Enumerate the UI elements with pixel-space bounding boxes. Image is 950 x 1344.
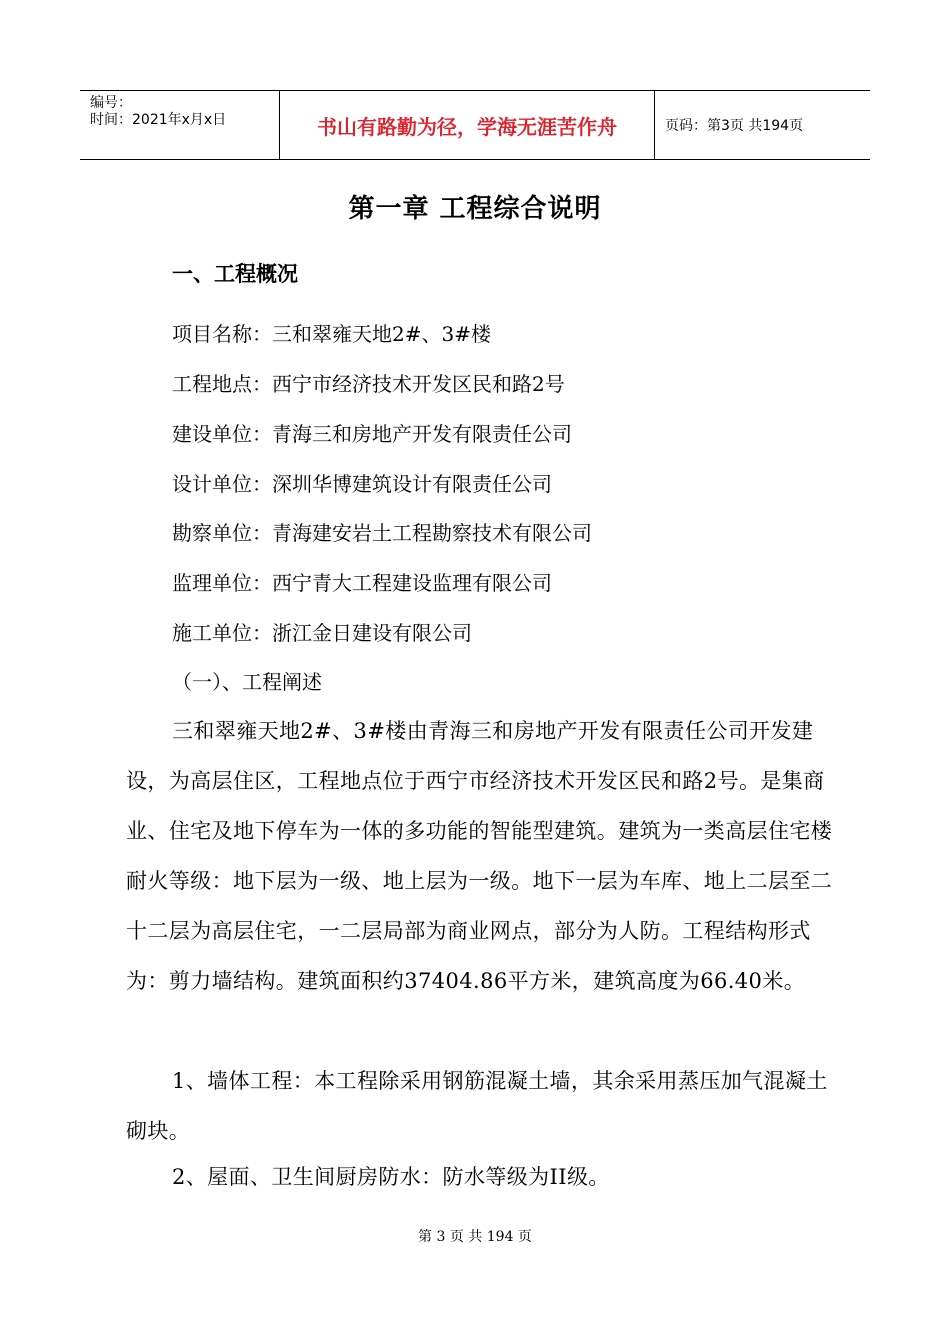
info-designer: 设计单位：深圳华博建筑设计有限责任公司 [172,472,552,496]
paragraph-waterproof: 2、屋面、卫生间厨房防水：防水等级为II级。 [172,1165,610,1189]
time-label: 时间：2021年x月x日 [90,112,227,128]
info-surveyor: 勘察单位：青海建安岩土工程勘察技术有限公司 [172,521,592,545]
header-meta [80,91,280,159]
page-header [80,90,870,160]
info-contractor: 施工单位：浙江金日建设有限公司 [172,621,472,645]
info-developer: 建设单位：青海三和房地产开发有限责任公司 [172,422,572,446]
page-footer: 第 3 页 共 194 页 [418,1229,532,1245]
header-motto: 书山有路勤为径，学海无涯苦作舟 [280,91,655,159]
info-project-name: 项目名称：三和翠雍天地2#、3#楼 [172,322,491,346]
section-title: 一、工程概况 [172,262,298,286]
chapter-title: 第一章 工程综合说明 [348,194,602,224]
subheading: （一）、工程阐述 [172,670,322,694]
info-supervisor: 监理单位：西宁青大工程建设监理有限公司 [172,571,552,595]
header-page-info: 页码：第3页 共194页 [665,118,804,134]
paragraph-wall: 1、墙体工程：本工程除采用钢筋混凝土墙，其余采用蒸压加气混凝土砌块。 [126,1069,828,1143]
info-location: 工程地点：西宁市经济技术开发区民和路2号 [172,372,565,396]
paragraph-overview: 三和翠雍天地2#、3#楼由青海三和房地产开发有限责任公司开发建设，为高层住区，工程地点位于西宁市经济技术开发区民和路2号。是集商业、住宅及地下停车为一体的多功能的智能型建筑。建筑为一类高层住宅楼耐火等级：地下层为一级、地上层为一级。地下一层为车库、地上二层至二十二层为高层住宅，一二层局部为商业网点，部分为人防。工程结构形式为：剪力墙结构。建筑面积约37404.86平方米，建筑高度为66.40米。 [126,719,833,993]
serial-label: 编号： [90,95,132,111]
